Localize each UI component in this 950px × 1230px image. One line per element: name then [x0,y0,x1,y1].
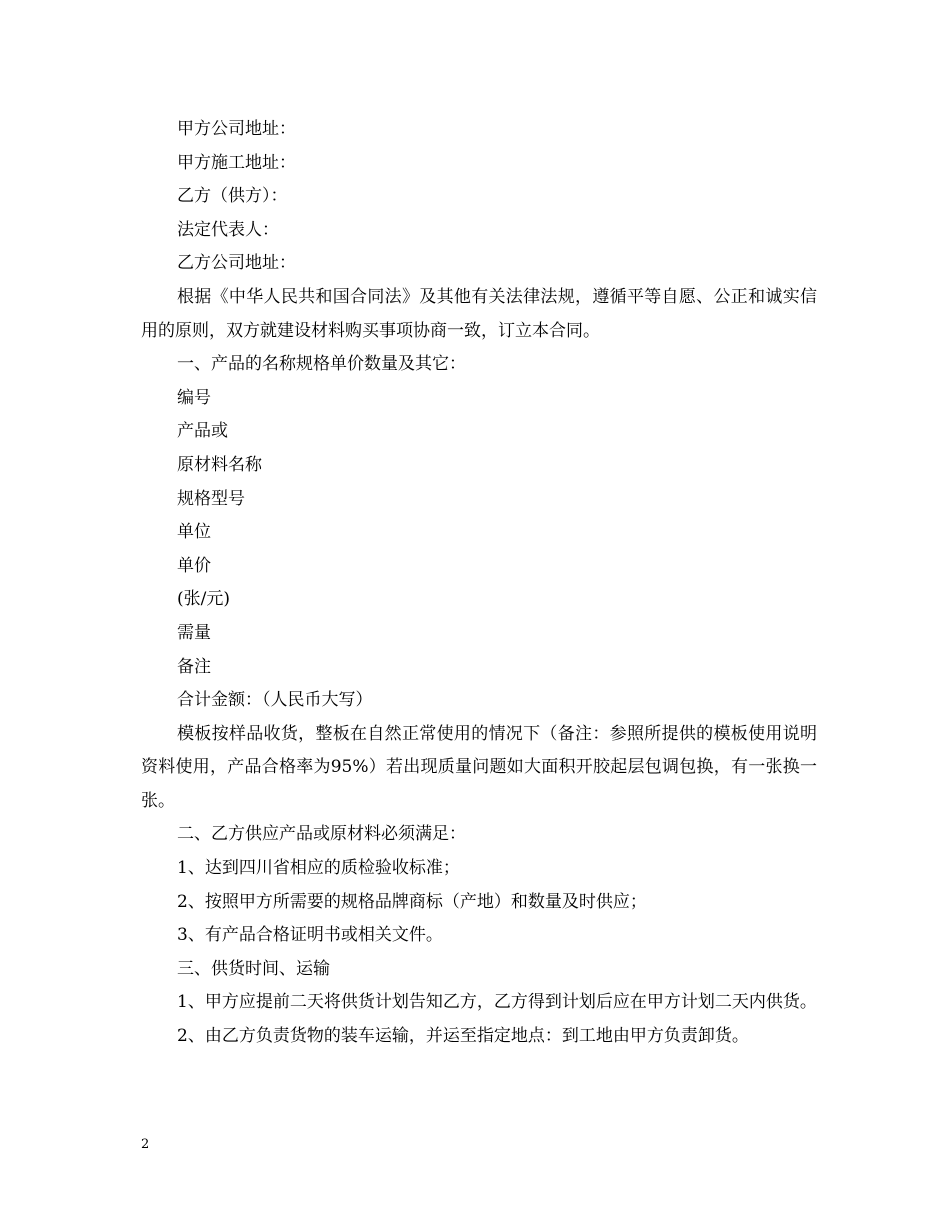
delivery-clause-1: 1、甲方应提前二天将供货计划告知乙方，乙方得到计划后应在甲方计划二天内供货。 [177,992,817,1013]
page-number: 2 [141,1137,150,1152]
field-quantity: 需量 [177,622,211,643]
section-heading-1: 一、产品的名称规格单价数量及其它： [177,354,466,375]
requirement-1: 1、达到四川省相应的质检验收标准； [177,858,460,879]
section-heading-2: 二、乙方供应产品或原材料必须满足： [177,824,466,845]
party-a-company-address: 甲方公司地址： [177,119,296,139]
field-unit-price: 单价 [177,555,211,576]
field-material-name: 原材料名称 [177,454,262,475]
requirement-2: 2、按照甲方所需要的规格品牌商标（产地）和数量及时供应； [177,891,647,912]
total-amount: 合计金额：（人民币大写） [177,690,373,711]
party-b-company-address: 乙方公司地址： [177,253,296,274]
field-number: 编号 [177,387,211,408]
field-product-or: 产品或 [177,421,228,442]
document-body [141,113,817,1054]
field-specification: 规格型号 [177,488,245,509]
quality-clause: 模板按样品收货，整板在自然正常使用的情况下（备注：参照所提供的模板使用说明资料使用，产品合格率为95%）若出现质量问题如大面积开胶起层包调包换，有一张换一张。 [141,723,817,811]
delivery-clause-2: 2、由乙方负责货物的装车运输，并运至指定地点：到工地由甲方负责卸货。 [177,1026,749,1047]
contract-preamble: 根据《中华人民共和国合同法》及其他有关法律法规，遵循平等自愿、公正和诚实信用的原则，双方就建设材料购买事项协商一致，订立本合同。 [141,286,817,341]
section-heading-3: 三、供货时间、运输 [177,958,330,979]
party-b-supplier: 乙方（供方）： [177,186,288,207]
legal-representative: 法定代表人： [177,219,279,240]
field-unit: 单位 [177,522,211,543]
party-a-construction-address: 甲方施工地址： [177,152,296,173]
requirement-3: 3、有产品合格证明书或相关文件。 [177,925,443,946]
field-remarks: 备注 [177,656,211,677]
field-price-unit: (张/元) [177,589,230,610]
